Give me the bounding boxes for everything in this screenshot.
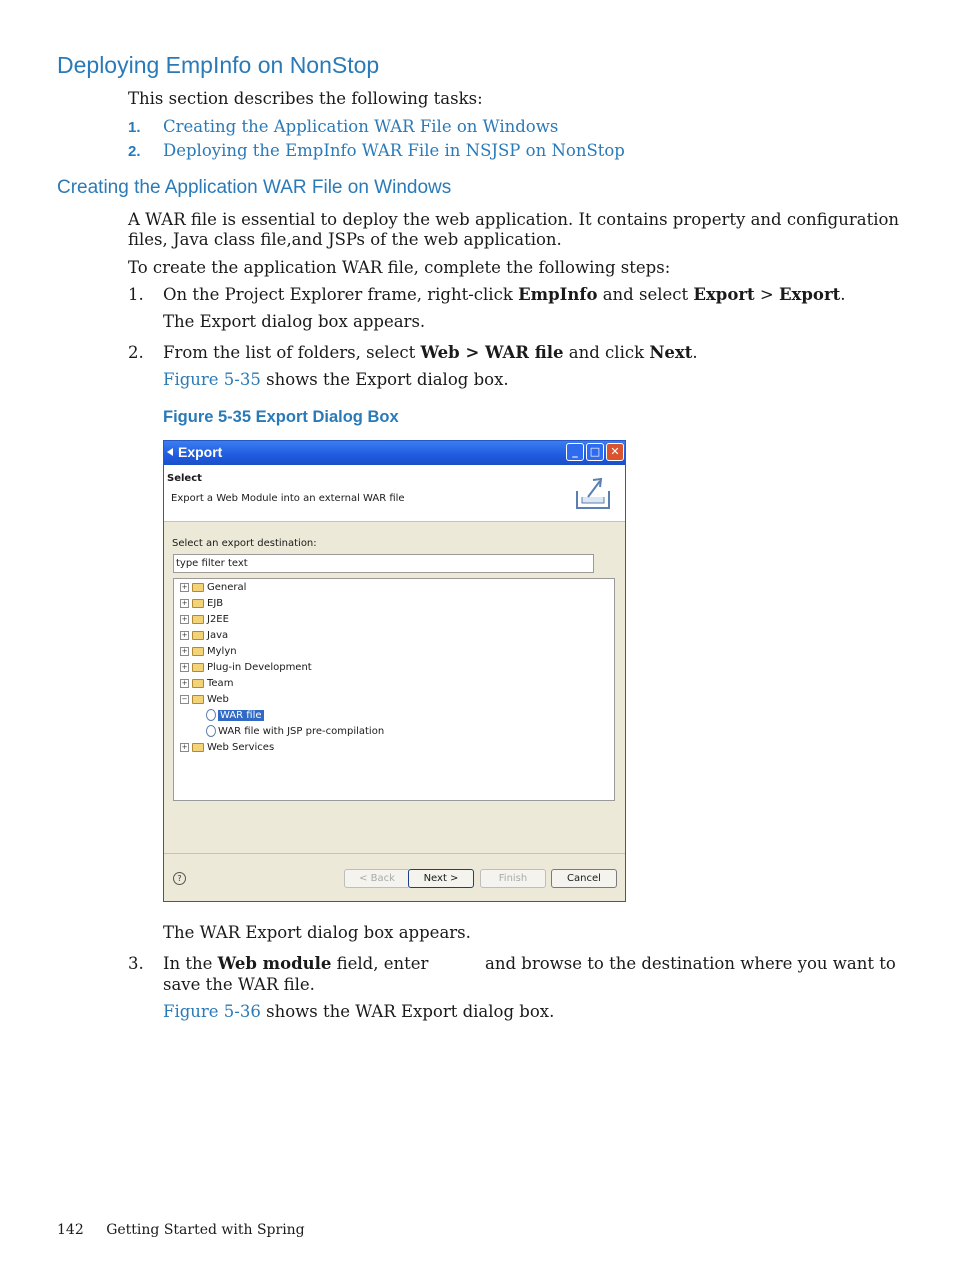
button-bar-separator (164, 853, 625, 854)
collapse-icon[interactable]: − (181, 694, 188, 703)
finish-button[interactable]: Finish (480, 869, 546, 888)
folder-icon (192, 599, 204, 608)
step-2-number: 2. (128, 343, 144, 362)
tree-item-plugin-development[interactable]: + Plug-in Development (181, 662, 312, 673)
select-title: Select (167, 473, 202, 484)
step-1-number: 1. (128, 285, 144, 304)
step-2-text: From the list of folders, select Web > WAR file and click Next. (163, 343, 698, 362)
expand-icon[interactable]: + (181, 598, 188, 607)
destination-label: Select an export destination: (172, 538, 317, 549)
tree-item-j2ee[interactable]: + J2EE (181, 614, 229, 625)
export-wizard-icon (574, 475, 612, 511)
expand-icon[interactable]: + (181, 646, 188, 655)
next-button[interactable]: Next > (408, 869, 474, 888)
tree-item-war-file[interactable]: WAR file (206, 709, 264, 723)
folder-icon (192, 663, 204, 672)
figure-link[interactable]: Figure 5-36 (163, 1002, 261, 1021)
war-file-icon (206, 709, 216, 721)
page-number: 142 (57, 1222, 84, 1238)
paragraph-line: A WAR file is essential to deploy the web application. It contains property and configuration (128, 210, 900, 229)
footer-title: Getting Started with Spring (106, 1222, 305, 1238)
after-figure-text: The WAR Export dialog box appears. (163, 923, 471, 942)
task-link[interactable]: Creating the Application WAR File on Windows (163, 117, 559, 136)
back-button[interactable]: < Back (344, 869, 410, 888)
tree-item-war-file-jsp[interactable]: WAR file with JSP pre-compilation (206, 725, 384, 739)
folder-icon (192, 647, 204, 656)
folder-icon (192, 583, 204, 592)
step-3-text: In the Web module field, enter (163, 954, 429, 973)
expand-icon[interactable]: + (181, 582, 188, 591)
folder-icon (192, 743, 204, 752)
task-item-2[interactable] (128, 141, 625, 162)
expand-icon[interactable]: + (181, 678, 188, 687)
page-heading: Deploying EmpInfo on NonStop (57, 52, 380, 78)
cancel-button[interactable]: Cancel (551, 869, 617, 888)
folder-icon (192, 679, 204, 688)
paragraph-line: files, Java class file,and JSPs of the web application. (128, 230, 562, 249)
expand-icon[interactable]: + (181, 630, 188, 639)
step-1-text: On the Project Explorer frame, right-click EmpInfo and select Export > Export. (163, 285, 846, 304)
task-link[interactable]: Deploying the EmpInfo WAR File in NSJSP on NonStop (163, 141, 625, 160)
task-number: 2. (128, 143, 141, 160)
figure-link[interactable]: Figure 5-35 (163, 370, 261, 389)
select-description: Export a Web Module into an external WAR file (171, 493, 405, 504)
export-dialog (163, 440, 626, 902)
tree-item-mylyn[interactable]: + Mylyn (181, 646, 237, 657)
expand-icon[interactable]: + (181, 662, 188, 671)
dialog-title: Export (178, 444, 223, 460)
section-heading: Creating the Application WAR File on Windows (57, 177, 452, 198)
step-3-ref: Figure 5-36 shows the WAR Export dialog box. (163, 1002, 555, 1021)
step-3-number: 3. (128, 954, 144, 973)
tree-item-web[interactable]: − Web (181, 694, 229, 705)
maximize-button[interactable]: □ (586, 443, 604, 461)
war-file-icon (206, 725, 216, 737)
tree-item-web-services[interactable]: + Web Services (181, 742, 275, 753)
tree-item-java[interactable]: + Java (181, 630, 229, 641)
dialog-header (164, 465, 625, 522)
page-footer (57, 1222, 305, 1238)
tree-item-general[interactable]: + General (181, 582, 247, 593)
folder-icon (192, 615, 204, 624)
open-folder-icon (192, 695, 204, 704)
close-button[interactable]: ✕ (606, 443, 624, 461)
help-icon[interactable]: ? (173, 872, 186, 885)
destination-tree[interactable] (173, 578, 615, 801)
minimize-button[interactable]: _ (566, 443, 584, 461)
step-3-text-cont: and browse to the destination where you want to (485, 954, 896, 973)
step-2-ref: Figure 5-35 shows the Export dialog box. (163, 370, 509, 389)
figure-caption: Figure 5-35 Export Dialog Box (163, 408, 399, 426)
tree-item-ejb[interactable]: + EJB (181, 598, 224, 609)
intro-text: This section describes the following tasks: (128, 89, 483, 108)
tree-item-team[interactable]: + Team (181, 678, 234, 689)
folder-icon (192, 631, 204, 640)
export-window-icon (167, 447, 175, 457)
filter-input[interactable]: type filter text (173, 554, 594, 573)
paragraph: To create the application WAR file, complete the following steps: (128, 258, 671, 277)
task-item-1[interactable] (128, 117, 559, 138)
dialog-titlebar[interactable] (164, 441, 625, 465)
expand-icon[interactable]: + (181, 742, 188, 751)
step-3-line2: save the WAR file. (163, 975, 315, 994)
task-number: 1. (128, 119, 141, 136)
expand-icon[interactable]: + (181, 614, 188, 623)
step-1-result: The Export dialog box appears. (163, 312, 426, 331)
